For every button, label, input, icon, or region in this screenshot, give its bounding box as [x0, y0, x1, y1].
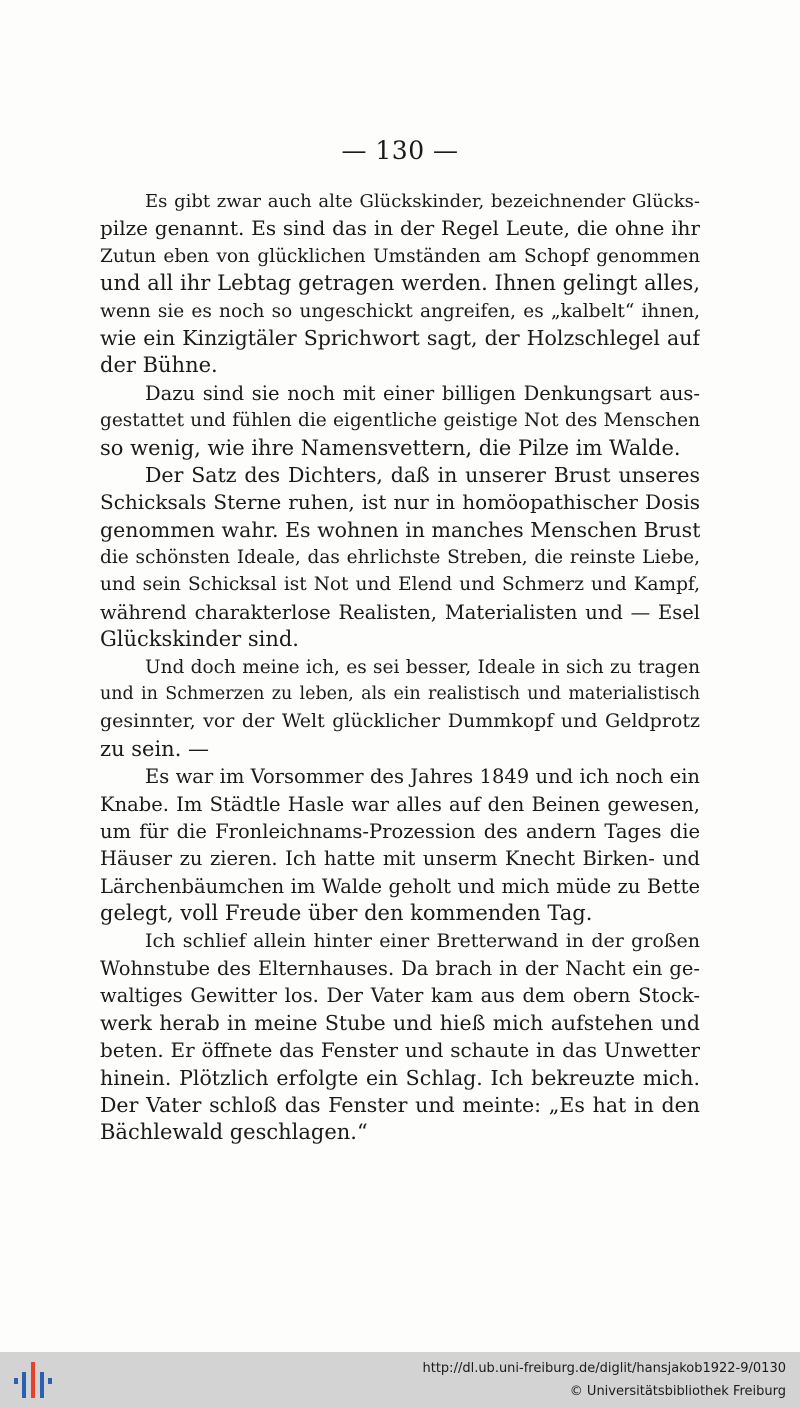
permalink-url[interactable]: http://dl.ub.uni-freiburg.de/diglit/hansjakob1922-9/0130 — [422, 1361, 786, 1376]
text-line: Schicksals Sterne ruhen, ist nur in homöopathischer Dosis — [100, 490, 700, 515]
text-line: um für die Fronleichnams-Prozession des andern Tages die — [100, 819, 700, 843]
text-line: Knabe. Im Städtle Hasle war alles auf den Beinen gewesen, — [100, 792, 700, 816]
ub-freiburg-logo-icon — [14, 1362, 54, 1398]
text-line: Lärchenbäumchen im Walde geholt und mich müde zu Bette — [100, 874, 700, 898]
viewer-footer — [0, 1352, 800, 1408]
text-line: und sein Schicksal ist Not und Elend und Schmerz und Kampf, — [100, 574, 700, 596]
text-line: Der Satz des Dichters, daß in unserer Brust unseres — [145, 462, 700, 487]
text-line: Bächlewald geschlagen.“ — [100, 1120, 368, 1145]
text-line: pilze genannt. Es sind das in der Regel Leute, die ohne ihr — [100, 216, 700, 241]
page-number: — 130 — — [341, 136, 459, 165]
text-line: während charakterlose Realisten, Materialisten und — Esel — [100, 600, 700, 624]
text-line: hinein. Plötzlich erfolgte ein Schlag. Ich bekreuzte mich. — [100, 1065, 700, 1090]
text-line: gelegt, voll Freude über den kommenden Tag. — [100, 901, 593, 926]
text-line: und in Schmerzen zu leben, als ein realistisch und materialistisch — [100, 684, 700, 705]
text-line: beten. Er öffnete das Fenster und schaute in das Unwetter — [100, 1038, 700, 1063]
text-line: Häuser zu zieren. Ich hatte mit unserm Knecht Birken- und — [100, 847, 700, 871]
text-line: und all ihr Lebtag getragen werden. Ihnen gelingt alles, — [100, 271, 700, 296]
text-line: genommen wahr. Es wohnen in manches Menschen Brust — [100, 517, 700, 542]
text-line: gesinnter, vor der Welt glücklicher Dummkopf und Geldprotz — [100, 710, 700, 733]
text-line: gestattet und fühlen die eigentliche geistige Not des Menschen — [100, 410, 700, 432]
text-line: Wohnstube des Elternhauses. Da brach in der Nacht ein ge- — [100, 956, 700, 980]
text-line: so wenig, wie ihre Namensvettern, die Pilze im Walde. — [100, 435, 681, 460]
text-line: Und doch meine ich, es sei besser, Ideale in sich zu tragen — [145, 656, 700, 678]
text-line: der Bühne. — [100, 353, 218, 378]
text-line: Zutun eben von glücklichen Umständen am Schopf genommen — [100, 245, 700, 267]
text-line: Es gibt zwar auch alte Glückskinder, bezeichnender Glücks- — [145, 191, 700, 212]
text-line: Dazu sind sie noch mit einer billigen Denkungsart aus- — [145, 381, 700, 405]
text-line: Es war im Vorsommer des Jahres 1849 und ich noch ein — [145, 765, 700, 789]
text-line: Ich schlief allein hinter einer Bretterwand in der großen — [145, 929, 700, 952]
text-line: waltiges Gewitter los. Der Vater kam aus dem obern Stock- — [100, 984, 700, 1008]
body-text — [100, 188, 700, 1147]
copyright-notice: © Universitätsbibliothek Freiburg — [569, 1384, 786, 1399]
text-line: wenn sie es noch so ungeschickt angreifen, es „kalbelt“ ihnen, — [100, 300, 700, 322]
text-line: werk herab in meine Stube und hieß mich aufstehen und — [100, 1010, 700, 1035]
text-line: die schönsten Ideale, das ehrlichste Streben, die reinste Liebe, — [100, 547, 700, 569]
text-line: wie ein Kinzigtäler Sprichwort sagt, der Holzschlegel auf — [100, 325, 700, 350]
text-line: Glückskinder sind. — [100, 627, 299, 652]
text-line: Der Vater schloß das Fenster und meinte: „Es hat in den — [100, 1092, 700, 1117]
text-line: zu sein. — — [100, 736, 210, 761]
